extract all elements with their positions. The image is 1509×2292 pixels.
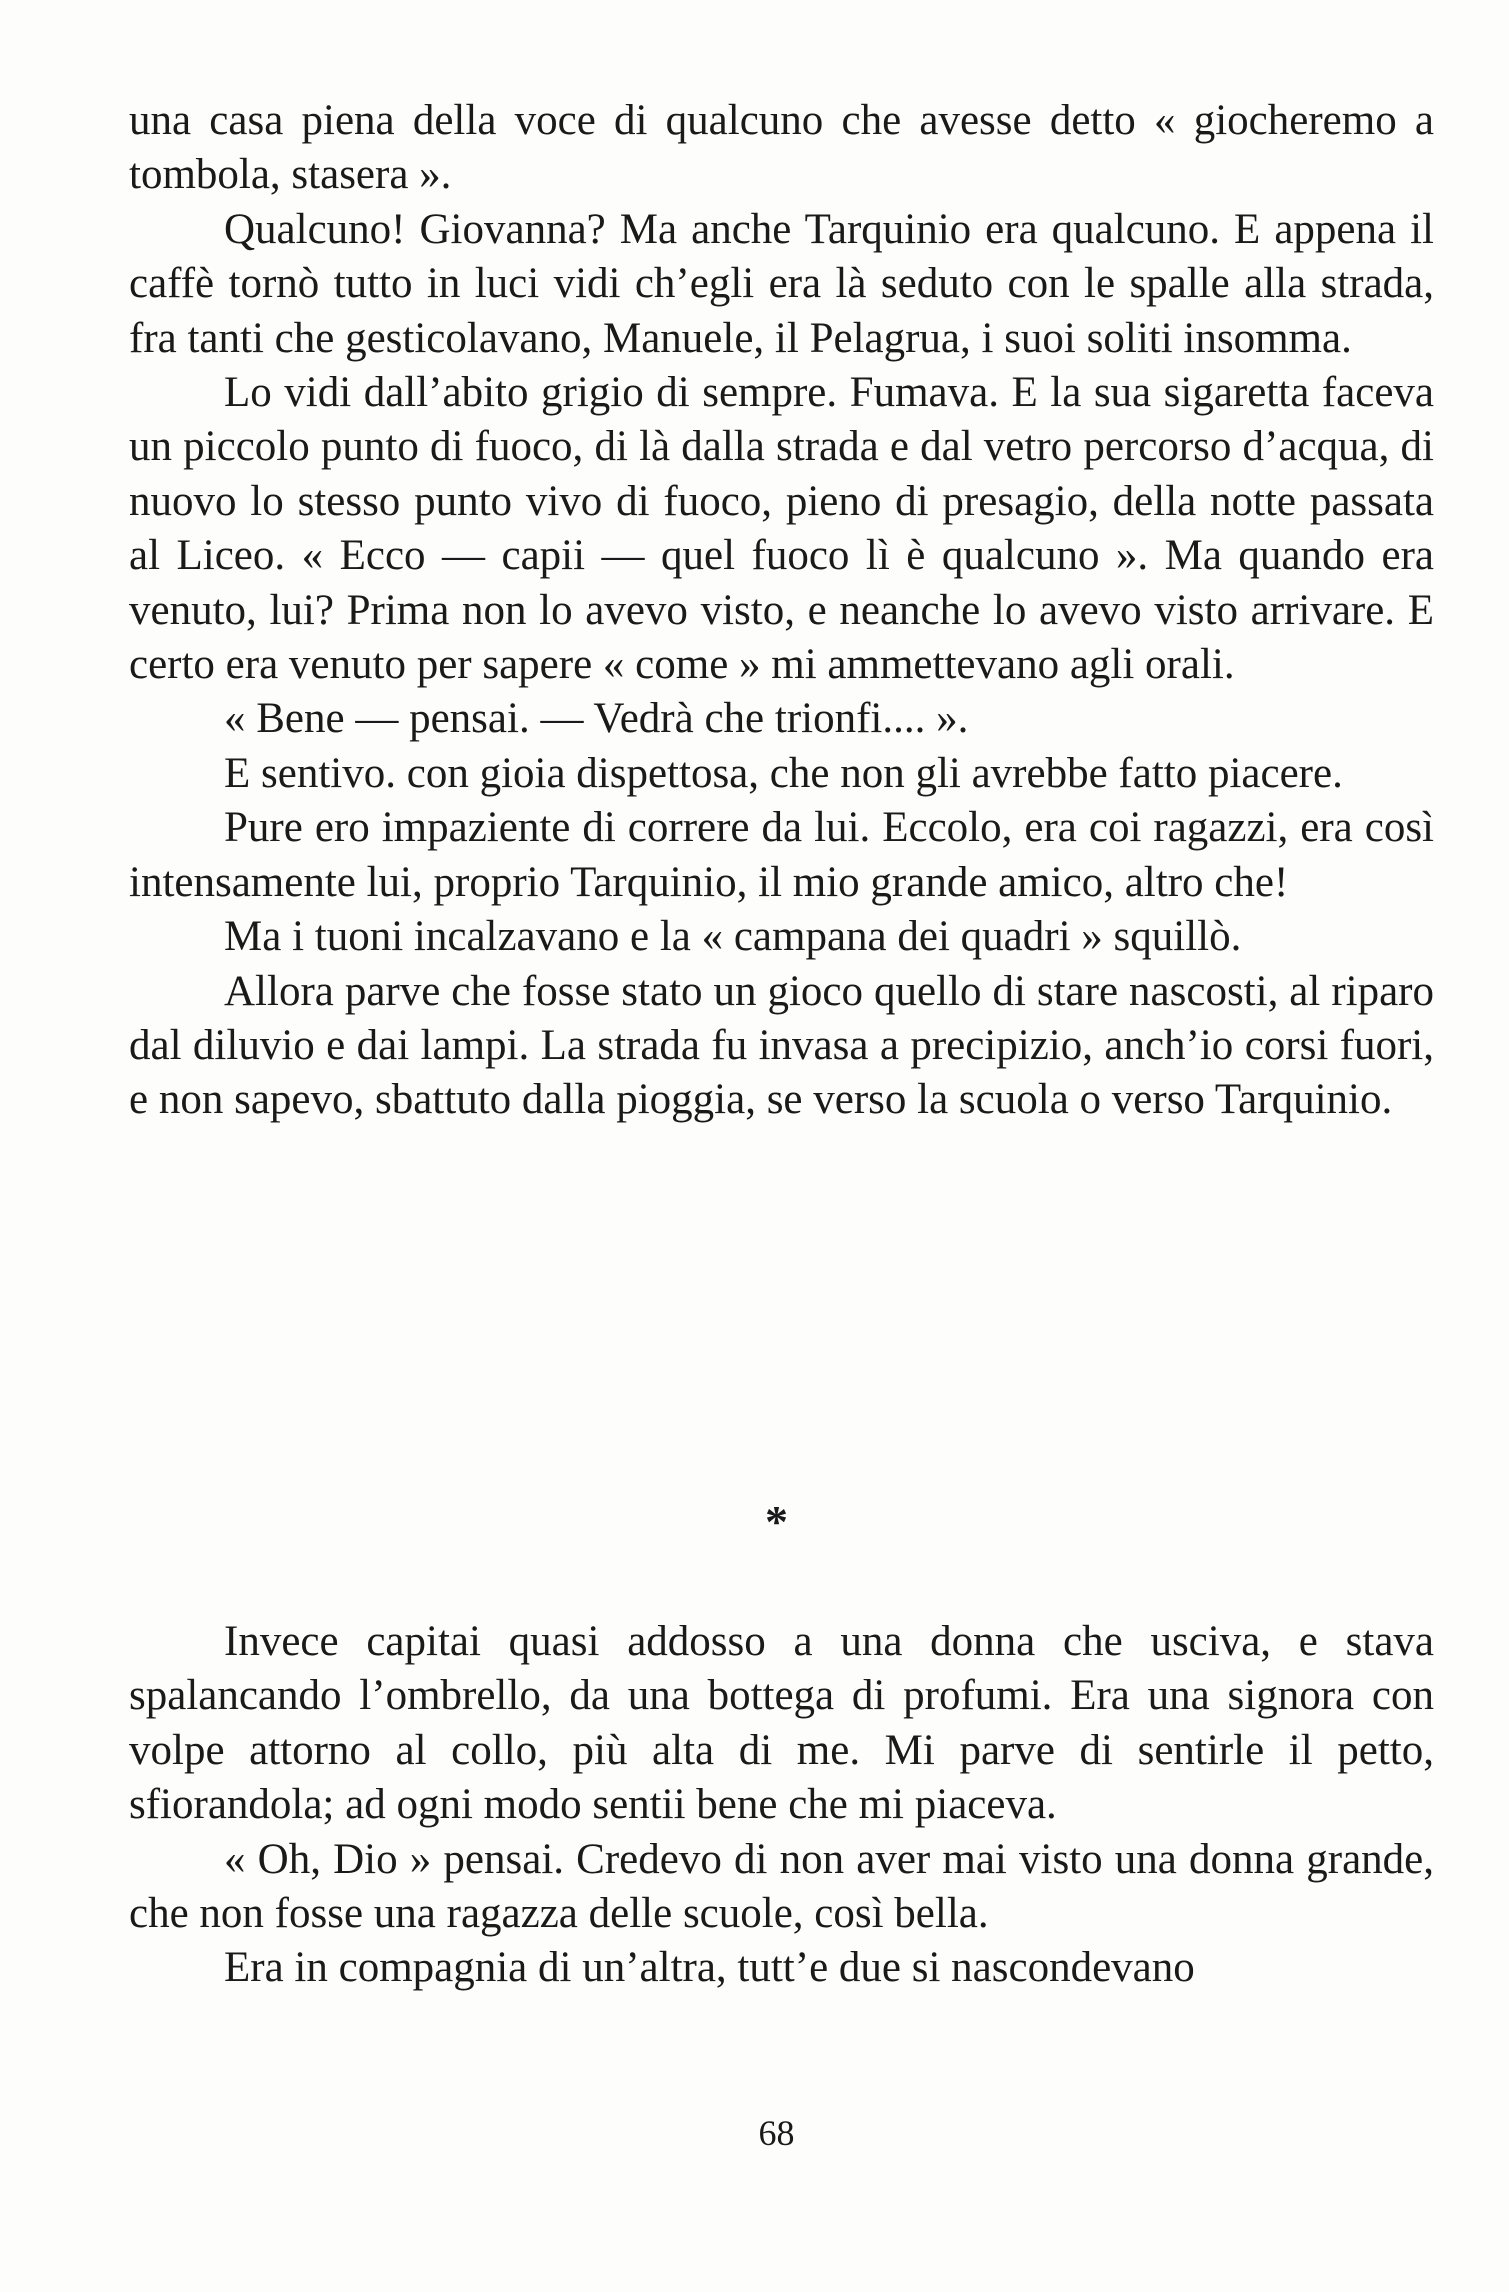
paragraph: E sentivo. con gioia dispettosa, che non gli avrebbe fatto piacere. (224, 749, 1343, 797)
paragraph: Lo vidi dall’abito grigio di sempre. Fumava. E la sua sigaretta faceva un piccolo punto di fuoco, di là dalla strada e dal vetro percorso d’acqua, di nuovo lo stesso punto vivo di fuoco, pieno di presagio, della notte passata al Liceo. « Ecco — capii — quel fuoco lì è qualcuno ». Ma quando era venuto, lui? Prima non lo avevo visto, e neanche lo avevo visto arrivare. E certo era venuto per sapere « come » mi ammettevano agli orali. (129, 369, 1434, 689)
page-number-label: 68 (758, 2113, 795, 2153)
asterisk: * (765, 1496, 788, 1547)
paragraph: Invece capitai quasi addosso a una donna che usciva, e stava spalancando l’ombrello, da una bottega di profumi. Era una signora con volpe attorno al collo, più alta di me. Mi parve di sentirle il petto, sfiorandola; ad ogni modo sentii bene che mi piaceva. (129, 1618, 1434, 1829)
page-number (0, 2112, 1509, 2154)
paragraph: Era in compagnia di un’altra, tutt’e due si nascondevano (224, 1944, 1195, 1992)
main-text-bottom (129, 1615, 1434, 1996)
paragraph: Ma i tuoni incalzavano e la « campana dei quadri » squillò. (224, 913, 1242, 961)
main-text-top (129, 94, 1434, 1128)
paragraph: Pure ero impaziente di correre da lui. Eccolo, era coi ragazzi, era così intensamente lui, proprio Tarquinio, il mio grande amico, altro che! (129, 804, 1434, 906)
section-separator (0, 1495, 1509, 1548)
paragraph: Qualcuno! Giovanna? Ma anche Tarquinio era qualcuno. E appena il caffè tornò tutto in luci vidi ch’egli era là seduto con le spalle alla strada, fra tanti che gesticolavano, Manuele, il Pelagrua, i suoi soliti insomma. (129, 205, 1434, 362)
paragraph: « Bene — pensai. — Vedrà che trionfi.... ». (224, 695, 969, 743)
paragraph: una casa piena della voce di qualcuno che avesse detto « giocheremo a tombola, stasera ». (129, 97, 1434, 199)
paragraph: Allora parve che fosse stato un gioco quello di stare nascosti, al riparo dal diluvio e dai lampi. La strada fu invasa a precipizio, anch’io corsi fuori, e non sapevo, sbattuto dalla pioggia, se verso la scuola o verso Tarquinio. (129, 967, 1434, 1124)
paragraph: « Oh, Dio » pensai. Credevo di non aver mai visto una donna grande, che non fosse una ragazza delle scuole, così bella. (129, 1835, 1434, 1938)
